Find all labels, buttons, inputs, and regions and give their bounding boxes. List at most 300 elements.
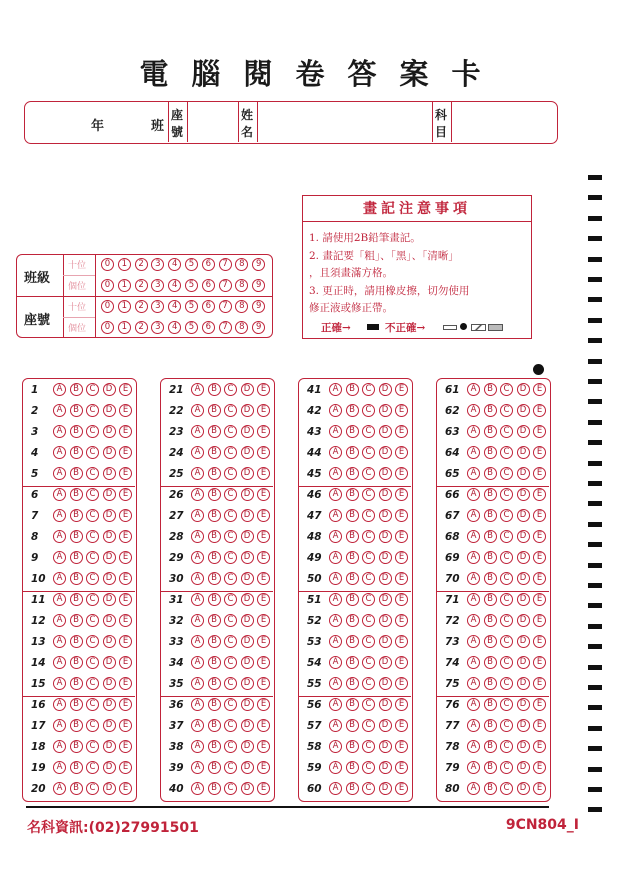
q4-option-C[interactable]: C bbox=[86, 446, 99, 459]
q27-option-E[interactable]: E bbox=[257, 509, 270, 522]
q18-option-B[interactable]: B bbox=[70, 740, 83, 753]
q54-option-E[interactable]: E bbox=[395, 656, 408, 669]
q20-option-B[interactable]: B bbox=[70, 782, 83, 795]
q51-option-E[interactable]: E bbox=[395, 593, 408, 606]
q77-option-E[interactable]: E bbox=[533, 719, 546, 732]
q61-option-B[interactable]: B bbox=[484, 383, 497, 396]
q19-option-A[interactable]: A bbox=[53, 761, 66, 774]
q19-option-D[interactable]: D bbox=[103, 761, 116, 774]
q14-option-E[interactable]: E bbox=[119, 656, 132, 669]
q49-option-E[interactable]: E bbox=[395, 551, 408, 564]
q34-option-D[interactable]: D bbox=[241, 656, 254, 669]
seat-tens-bubble-6[interactable]: 6 bbox=[202, 300, 215, 313]
q9-option-A[interactable]: A bbox=[53, 551, 66, 564]
q15-option-E[interactable]: E bbox=[119, 677, 132, 690]
q71-option-C[interactable]: C bbox=[500, 593, 513, 606]
q36-option-D[interactable]: D bbox=[241, 698, 254, 711]
q65-option-C[interactable]: C bbox=[500, 467, 513, 480]
class-tens-bubble-5[interactable]: 5 bbox=[185, 258, 198, 271]
q52-option-C[interactable]: C bbox=[362, 614, 375, 627]
q55-option-D[interactable]: D bbox=[379, 677, 392, 690]
q75-option-A[interactable]: A bbox=[467, 677, 480, 690]
q68-option-E[interactable]: E bbox=[533, 530, 546, 543]
seat-ones-bubble-7[interactable]: 7 bbox=[219, 321, 232, 334]
q7-option-D[interactable]: D bbox=[103, 509, 116, 522]
q5-option-A[interactable]: A bbox=[53, 467, 66, 480]
class-tens-bubble-2[interactable]: 2 bbox=[135, 258, 148, 271]
q21-option-A[interactable]: A bbox=[191, 383, 204, 396]
q46-option-A[interactable]: A bbox=[329, 488, 342, 501]
seat-tens-bubble-9[interactable]: 9 bbox=[252, 300, 265, 313]
q43-option-C[interactable]: C bbox=[362, 425, 375, 438]
q46-option-C[interactable]: C bbox=[362, 488, 375, 501]
q12-option-A[interactable]: A bbox=[53, 614, 66, 627]
q16-option-B[interactable]: B bbox=[70, 698, 83, 711]
q24-option-E[interactable]: E bbox=[257, 446, 270, 459]
q15-option-C[interactable]: C bbox=[86, 677, 99, 690]
q21-option-D[interactable]: D bbox=[241, 383, 254, 396]
q13-option-D[interactable]: D bbox=[103, 635, 116, 648]
class-ones-bubble-5[interactable]: 5 bbox=[185, 279, 198, 292]
seat-ones-bubble-8[interactable]: 8 bbox=[235, 321, 248, 334]
q38-option-D[interactable]: D bbox=[241, 740, 254, 753]
q1-option-B[interactable]: B bbox=[70, 383, 83, 396]
q35-option-E[interactable]: E bbox=[257, 677, 270, 690]
q58-option-E[interactable]: E bbox=[395, 740, 408, 753]
q13-option-E[interactable]: E bbox=[119, 635, 132, 648]
q11-option-B[interactable]: B bbox=[70, 593, 83, 606]
q23-option-B[interactable]: B bbox=[208, 425, 221, 438]
q41-option-E[interactable]: E bbox=[395, 383, 408, 396]
q19-option-E[interactable]: E bbox=[119, 761, 132, 774]
q55-option-E[interactable]: E bbox=[395, 677, 408, 690]
q60-option-E[interactable]: E bbox=[395, 782, 408, 795]
q77-option-D[interactable]: D bbox=[517, 719, 530, 732]
q78-option-E[interactable]: E bbox=[533, 740, 546, 753]
q4-option-A[interactable]: A bbox=[53, 446, 66, 459]
q22-option-B[interactable]: B bbox=[208, 404, 221, 417]
q15-option-A[interactable]: A bbox=[53, 677, 66, 690]
q48-option-D[interactable]: D bbox=[379, 530, 392, 543]
q62-option-A[interactable]: A bbox=[467, 404, 480, 417]
q79-option-E[interactable]: E bbox=[533, 761, 546, 774]
q1-option-E[interactable]: E bbox=[119, 383, 132, 396]
q38-option-E[interactable]: E bbox=[257, 740, 270, 753]
q17-option-D[interactable]: D bbox=[103, 719, 116, 732]
q68-option-B[interactable]: B bbox=[484, 530, 497, 543]
q33-option-D[interactable]: D bbox=[241, 635, 254, 648]
q8-option-A[interactable]: A bbox=[53, 530, 66, 543]
q59-option-D[interactable]: D bbox=[379, 761, 392, 774]
q31-option-E[interactable]: E bbox=[257, 593, 270, 606]
q41-option-D[interactable]: D bbox=[379, 383, 392, 396]
class-tens-bubble-0[interactable]: 0 bbox=[101, 258, 114, 271]
q10-option-B[interactable]: B bbox=[70, 572, 83, 585]
q9-option-B[interactable]: B bbox=[70, 551, 83, 564]
q54-option-B[interactable]: B bbox=[346, 656, 359, 669]
q46-option-D[interactable]: D bbox=[379, 488, 392, 501]
q42-option-A[interactable]: A bbox=[329, 404, 342, 417]
q65-option-A[interactable]: A bbox=[467, 467, 480, 480]
q34-option-A[interactable]: A bbox=[191, 656, 204, 669]
q22-option-D[interactable]: D bbox=[241, 404, 254, 417]
q63-option-D[interactable]: D bbox=[517, 425, 530, 438]
q29-option-A[interactable]: A bbox=[191, 551, 204, 564]
q62-option-B[interactable]: B bbox=[484, 404, 497, 417]
q30-option-C[interactable]: C bbox=[224, 572, 237, 585]
q79-option-A[interactable]: A bbox=[467, 761, 480, 774]
q38-option-C[interactable]: C bbox=[224, 740, 237, 753]
q47-option-E[interactable]: E bbox=[395, 509, 408, 522]
q26-option-E[interactable]: E bbox=[257, 488, 270, 501]
q66-option-B[interactable]: B bbox=[484, 488, 497, 501]
q76-option-C[interactable]: C bbox=[500, 698, 513, 711]
q9-option-E[interactable]: E bbox=[119, 551, 132, 564]
q7-option-E[interactable]: E bbox=[119, 509, 132, 522]
q29-option-C[interactable]: C bbox=[224, 551, 237, 564]
q70-option-C[interactable]: C bbox=[500, 572, 513, 585]
q3-option-D[interactable]: D bbox=[103, 425, 116, 438]
seat-tens-bubble-3[interactable]: 3 bbox=[151, 300, 164, 313]
seat-ones-bubble-6[interactable]: 6 bbox=[202, 321, 215, 334]
seat-tens-bubble-7[interactable]: 7 bbox=[219, 300, 232, 313]
q1-option-C[interactable]: C bbox=[86, 383, 99, 396]
q59-option-B[interactable]: B bbox=[346, 761, 359, 774]
q31-option-D[interactable]: D bbox=[241, 593, 254, 606]
q40-option-D[interactable]: D bbox=[241, 782, 254, 795]
q57-option-C[interactable]: C bbox=[362, 719, 375, 732]
q49-option-D[interactable]: D bbox=[379, 551, 392, 564]
q23-option-A[interactable]: A bbox=[191, 425, 204, 438]
q72-option-A[interactable]: A bbox=[467, 614, 480, 627]
q80-option-A[interactable]: A bbox=[467, 782, 480, 795]
q21-option-C[interactable]: C bbox=[224, 383, 237, 396]
q30-option-B[interactable]: B bbox=[208, 572, 221, 585]
q72-option-E[interactable]: E bbox=[533, 614, 546, 627]
q74-option-D[interactable]: D bbox=[517, 656, 530, 669]
class-ones-bubble-0[interactable]: 0 bbox=[101, 279, 114, 292]
q35-option-D[interactable]: D bbox=[241, 677, 254, 690]
q68-option-C[interactable]: C bbox=[500, 530, 513, 543]
q42-option-E[interactable]: E bbox=[395, 404, 408, 417]
q60-option-C[interactable]: C bbox=[362, 782, 375, 795]
q58-option-D[interactable]: D bbox=[379, 740, 392, 753]
q63-option-E[interactable]: E bbox=[533, 425, 546, 438]
q74-option-C[interactable]: C bbox=[500, 656, 513, 669]
q6-option-B[interactable]: B bbox=[70, 488, 83, 501]
q48-option-A[interactable]: A bbox=[329, 530, 342, 543]
q11-option-A[interactable]: A bbox=[53, 593, 66, 606]
q64-option-D[interactable]: D bbox=[517, 446, 530, 459]
q12-option-D[interactable]: D bbox=[103, 614, 116, 627]
q42-option-B[interactable]: B bbox=[346, 404, 359, 417]
class-tens-bubble-9[interactable]: 9 bbox=[252, 258, 265, 271]
q24-option-B[interactable]: B bbox=[208, 446, 221, 459]
q32-option-C[interactable]: C bbox=[224, 614, 237, 627]
q30-option-D[interactable]: D bbox=[241, 572, 254, 585]
q51-option-C[interactable]: C bbox=[362, 593, 375, 606]
q54-option-A[interactable]: A bbox=[329, 656, 342, 669]
q66-option-D[interactable]: D bbox=[517, 488, 530, 501]
q15-option-D[interactable]: D bbox=[103, 677, 116, 690]
q2-option-E[interactable]: E bbox=[119, 404, 132, 417]
q48-option-C[interactable]: C bbox=[362, 530, 375, 543]
q40-option-E[interactable]: E bbox=[257, 782, 270, 795]
q47-option-B[interactable]: B bbox=[346, 509, 359, 522]
class-ones-bubble-9[interactable]: 9 bbox=[252, 279, 265, 292]
q75-option-E[interactable]: E bbox=[533, 677, 546, 690]
q10-option-D[interactable]: D bbox=[103, 572, 116, 585]
q57-option-B[interactable]: B bbox=[346, 719, 359, 732]
q56-option-B[interactable]: B bbox=[346, 698, 359, 711]
q28-option-E[interactable]: E bbox=[257, 530, 270, 543]
q3-option-E[interactable]: E bbox=[119, 425, 132, 438]
q42-option-C[interactable]: C bbox=[362, 404, 375, 417]
q26-option-C[interactable]: C bbox=[224, 488, 237, 501]
q54-option-D[interactable]: D bbox=[379, 656, 392, 669]
q23-option-E[interactable]: E bbox=[257, 425, 270, 438]
q60-option-A[interactable]: A bbox=[329, 782, 342, 795]
q31-option-B[interactable]: B bbox=[208, 593, 221, 606]
q73-option-A[interactable]: A bbox=[467, 635, 480, 648]
q12-option-B[interactable]: B bbox=[70, 614, 83, 627]
q38-option-B[interactable]: B bbox=[208, 740, 221, 753]
class-tens-bubble-1[interactable]: 1 bbox=[118, 258, 131, 271]
q80-option-E[interactable]: E bbox=[533, 782, 546, 795]
q15-option-B[interactable]: B bbox=[70, 677, 83, 690]
q79-option-B[interactable]: B bbox=[484, 761, 497, 774]
seat-ones-bubble-3[interactable]: 3 bbox=[151, 321, 164, 334]
q46-option-E[interactable]: E bbox=[395, 488, 408, 501]
q41-option-B[interactable]: B bbox=[346, 383, 359, 396]
q20-option-E[interactable]: E bbox=[119, 782, 132, 795]
q36-option-B[interactable]: B bbox=[208, 698, 221, 711]
q56-option-E[interactable]: E bbox=[395, 698, 408, 711]
q71-option-B[interactable]: B bbox=[484, 593, 497, 606]
q70-option-D[interactable]: D bbox=[517, 572, 530, 585]
q33-option-B[interactable]: B bbox=[208, 635, 221, 648]
q26-option-A[interactable]: A bbox=[191, 488, 204, 501]
q32-option-E[interactable]: E bbox=[257, 614, 270, 627]
q20-option-A[interactable]: A bbox=[53, 782, 66, 795]
q45-option-E[interactable]: E bbox=[395, 467, 408, 480]
q40-option-B[interactable]: B bbox=[208, 782, 221, 795]
seat-tens-bubble-0[interactable]: 0 bbox=[101, 300, 114, 313]
q24-option-C[interactable]: C bbox=[224, 446, 237, 459]
q66-option-A[interactable]: A bbox=[467, 488, 480, 501]
q5-option-D[interactable]: D bbox=[103, 467, 116, 480]
q3-option-B[interactable]: B bbox=[70, 425, 83, 438]
q50-option-D[interactable]: D bbox=[379, 572, 392, 585]
q17-option-C[interactable]: C bbox=[86, 719, 99, 732]
q52-option-D[interactable]: D bbox=[379, 614, 392, 627]
q18-option-A[interactable]: A bbox=[53, 740, 66, 753]
q45-option-B[interactable]: B bbox=[346, 467, 359, 480]
q49-option-C[interactable]: C bbox=[362, 551, 375, 564]
q61-option-A[interactable]: A bbox=[467, 383, 480, 396]
q75-option-B[interactable]: B bbox=[484, 677, 497, 690]
q32-option-A[interactable]: A bbox=[191, 614, 204, 627]
seat-tens-bubble-1[interactable]: 1 bbox=[118, 300, 131, 313]
q28-option-D[interactable]: D bbox=[241, 530, 254, 543]
q69-option-B[interactable]: B bbox=[484, 551, 497, 564]
class-ones-bubble-7[interactable]: 7 bbox=[219, 279, 232, 292]
q24-option-A[interactable]: A bbox=[191, 446, 204, 459]
q12-option-C[interactable]: C bbox=[86, 614, 99, 627]
q18-option-D[interactable]: D bbox=[103, 740, 116, 753]
q77-option-B[interactable]: B bbox=[484, 719, 497, 732]
q30-option-E[interactable]: E bbox=[257, 572, 270, 585]
q6-option-C[interactable]: C bbox=[86, 488, 99, 501]
q69-option-A[interactable]: A bbox=[467, 551, 480, 564]
q29-option-B[interactable]: B bbox=[208, 551, 221, 564]
q41-option-C[interactable]: C bbox=[362, 383, 375, 396]
q77-option-A[interactable]: A bbox=[467, 719, 480, 732]
seat-ones-bubble-1[interactable]: 1 bbox=[118, 321, 131, 334]
q49-option-B[interactable]: B bbox=[346, 551, 359, 564]
seat-ones-bubble-5[interactable]: 5 bbox=[185, 321, 198, 334]
q34-option-B[interactable]: B bbox=[208, 656, 221, 669]
q53-option-C[interactable]: C bbox=[362, 635, 375, 648]
q5-option-E[interactable]: E bbox=[119, 467, 132, 480]
q28-option-C[interactable]: C bbox=[224, 530, 237, 543]
q19-option-B[interactable]: B bbox=[70, 761, 83, 774]
q77-option-C[interactable]: C bbox=[500, 719, 513, 732]
q39-option-A[interactable]: A bbox=[191, 761, 204, 774]
q25-option-E[interactable]: E bbox=[257, 467, 270, 480]
seat-tens-bubble-4[interactable]: 4 bbox=[168, 300, 181, 313]
q40-option-C[interactable]: C bbox=[224, 782, 237, 795]
q59-option-C[interactable]: C bbox=[362, 761, 375, 774]
q17-option-A[interactable]: A bbox=[53, 719, 66, 732]
class-ones-bubble-3[interactable]: 3 bbox=[151, 279, 164, 292]
q20-option-D[interactable]: D bbox=[103, 782, 116, 795]
q80-option-C[interactable]: C bbox=[500, 782, 513, 795]
q3-option-C[interactable]: C bbox=[86, 425, 99, 438]
q79-option-D[interactable]: D bbox=[517, 761, 530, 774]
q22-option-C[interactable]: C bbox=[224, 404, 237, 417]
q67-option-E[interactable]: E bbox=[533, 509, 546, 522]
q63-option-A[interactable]: A bbox=[467, 425, 480, 438]
q78-option-B[interactable]: B bbox=[484, 740, 497, 753]
q25-option-A[interactable]: A bbox=[191, 467, 204, 480]
q21-option-B[interactable]: B bbox=[208, 383, 221, 396]
class-ones-bubble-1[interactable]: 1 bbox=[118, 279, 131, 292]
q53-option-D[interactable]: D bbox=[379, 635, 392, 648]
seat-tens-bubble-2[interactable]: 2 bbox=[135, 300, 148, 313]
q39-option-D[interactable]: D bbox=[241, 761, 254, 774]
q67-option-D[interactable]: D bbox=[517, 509, 530, 522]
seat-tens-bubble-8[interactable]: 8 bbox=[235, 300, 248, 313]
q2-option-D[interactable]: D bbox=[103, 404, 116, 417]
q69-option-D[interactable]: D bbox=[517, 551, 530, 564]
q52-option-A[interactable]: A bbox=[329, 614, 342, 627]
q7-option-B[interactable]: B bbox=[70, 509, 83, 522]
q27-option-A[interactable]: A bbox=[191, 509, 204, 522]
q79-option-C[interactable]: C bbox=[500, 761, 513, 774]
q14-option-D[interactable]: D bbox=[103, 656, 116, 669]
q39-option-B[interactable]: B bbox=[208, 761, 221, 774]
q24-option-D[interactable]: D bbox=[241, 446, 254, 459]
q58-option-B[interactable]: B bbox=[346, 740, 359, 753]
q35-option-C[interactable]: C bbox=[224, 677, 237, 690]
q67-option-C[interactable]: C bbox=[500, 509, 513, 522]
q73-option-C[interactable]: C bbox=[500, 635, 513, 648]
q58-option-C[interactable]: C bbox=[362, 740, 375, 753]
q37-option-B[interactable]: B bbox=[208, 719, 221, 732]
q62-option-E[interactable]: E bbox=[533, 404, 546, 417]
seat-ones-bubble-9[interactable]: 9 bbox=[252, 321, 265, 334]
q60-option-B[interactable]: B bbox=[346, 782, 359, 795]
q51-option-D[interactable]: D bbox=[379, 593, 392, 606]
q41-option-A[interactable]: A bbox=[329, 383, 342, 396]
class-ones-bubble-6[interactable]: 6 bbox=[202, 279, 215, 292]
q71-option-E[interactable]: E bbox=[533, 593, 546, 606]
q1-option-D[interactable]: D bbox=[103, 383, 116, 396]
q28-option-A[interactable]: A bbox=[191, 530, 204, 543]
q74-option-A[interactable]: A bbox=[467, 656, 480, 669]
q43-option-E[interactable]: E bbox=[395, 425, 408, 438]
q37-option-D[interactable]: D bbox=[241, 719, 254, 732]
q23-option-C[interactable]: C bbox=[224, 425, 237, 438]
q76-option-A[interactable]: A bbox=[467, 698, 480, 711]
class-ones-bubble-8[interactable]: 8 bbox=[235, 279, 248, 292]
q8-option-B[interactable]: B bbox=[70, 530, 83, 543]
q71-option-A[interactable]: A bbox=[467, 593, 480, 606]
q43-option-B[interactable]: B bbox=[346, 425, 359, 438]
q33-option-A[interactable]: A bbox=[191, 635, 204, 648]
q34-option-C[interactable]: C bbox=[224, 656, 237, 669]
q53-option-A[interactable]: A bbox=[329, 635, 342, 648]
q78-option-D[interactable]: D bbox=[517, 740, 530, 753]
q74-option-E[interactable]: E bbox=[533, 656, 546, 669]
q45-option-C[interactable]: C bbox=[362, 467, 375, 480]
q78-option-C[interactable]: C bbox=[500, 740, 513, 753]
q56-option-C[interactable]: C bbox=[362, 698, 375, 711]
q44-option-A[interactable]: A bbox=[329, 446, 342, 459]
q11-option-C[interactable]: C bbox=[86, 593, 99, 606]
q35-option-B[interactable]: B bbox=[208, 677, 221, 690]
q7-option-A[interactable]: A bbox=[53, 509, 66, 522]
q48-option-E[interactable]: E bbox=[395, 530, 408, 543]
q45-option-A[interactable]: A bbox=[329, 467, 342, 480]
q66-option-C[interactable]: C bbox=[500, 488, 513, 501]
class-ones-bubble-4[interactable]: 4 bbox=[168, 279, 181, 292]
q37-option-A[interactable]: A bbox=[191, 719, 204, 732]
q37-option-E[interactable]: E bbox=[257, 719, 270, 732]
q6-option-D[interactable]: D bbox=[103, 488, 116, 501]
q72-option-D[interactable]: D bbox=[517, 614, 530, 627]
q27-option-D[interactable]: D bbox=[241, 509, 254, 522]
q8-option-E[interactable]: E bbox=[119, 530, 132, 543]
q11-option-D[interactable]: D bbox=[103, 593, 116, 606]
q5-option-B[interactable]: B bbox=[70, 467, 83, 480]
q33-option-C[interactable]: C bbox=[224, 635, 237, 648]
q6-option-E[interactable]: E bbox=[119, 488, 132, 501]
q61-option-E[interactable]: E bbox=[533, 383, 546, 396]
q4-option-E[interactable]: E bbox=[119, 446, 132, 459]
q26-option-D[interactable]: D bbox=[241, 488, 254, 501]
q25-option-C[interactable]: C bbox=[224, 467, 237, 480]
q13-option-C[interactable]: C bbox=[86, 635, 99, 648]
q46-option-B[interactable]: B bbox=[346, 488, 359, 501]
q17-option-E[interactable]: E bbox=[119, 719, 132, 732]
q51-option-B[interactable]: B bbox=[346, 593, 359, 606]
q37-option-C[interactable]: C bbox=[224, 719, 237, 732]
q76-option-B[interactable]: B bbox=[484, 698, 497, 711]
q50-option-A[interactable]: A bbox=[329, 572, 342, 585]
q36-option-C[interactable]: C bbox=[224, 698, 237, 711]
